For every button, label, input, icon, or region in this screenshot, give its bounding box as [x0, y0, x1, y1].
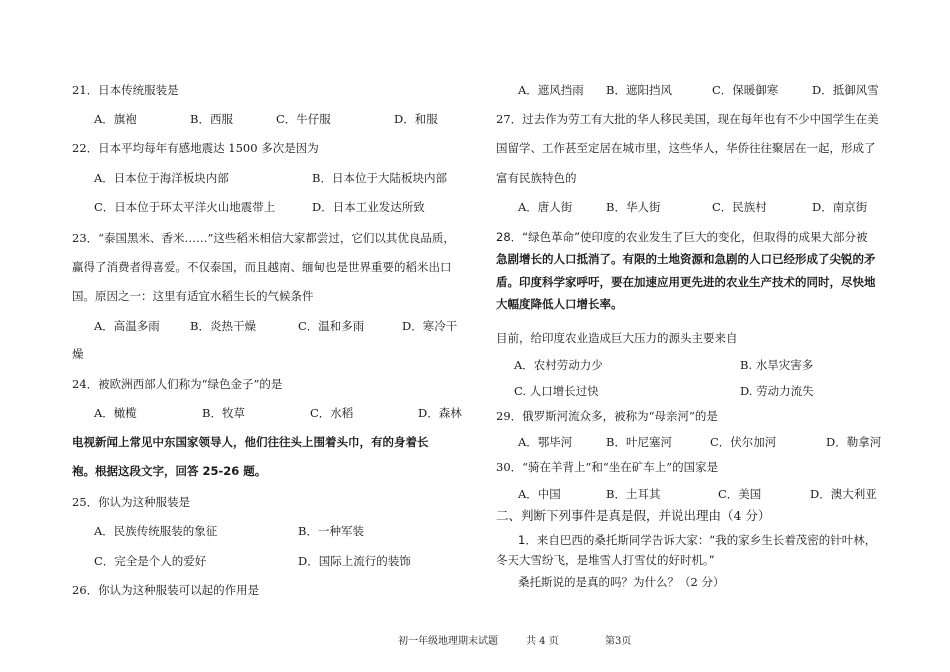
- q30-option-a: A．中国: [518, 487, 561, 501]
- judgement-1-line-2: 冬天大雪纷飞，是堆雪人打雪仗的好时机。”: [496, 553, 715, 567]
- q24-stem: 24．被欧洲西部人们称为“绿色金子”的是: [72, 377, 283, 391]
- q22-stem: 22．日本平均每年有感地震达 1500 多次是因为: [72, 141, 319, 155]
- q28-option-d: D. 劳动力流失: [740, 384, 814, 398]
- q29-stem: 29．俄罗斯河流众多，被称为“母亲河”的是: [496, 409, 718, 423]
- q23-line-2: 赢得了消费者得喜爱。不仅泰国，而且越南、缅甸也是世界重要的稻米出口: [72, 260, 452, 274]
- q30-option-c: C．美国: [718, 487, 762, 501]
- q25-stem: 25．你认为这种服装是: [72, 495, 191, 509]
- q27-line-1: 27．过去作为劳工有大批的华人移民美国，现在每年也有不少中国学生在美: [496, 112, 879, 126]
- q30-option-b: B．土耳其: [606, 487, 661, 501]
- q24-option-a: A．橄榄: [94, 406, 137, 420]
- q23-option-c: C．温和多雨: [298, 319, 365, 333]
- q25-option-c: C．完全是个人的爱好: [94, 554, 207, 568]
- q25-option-b: B．一种军装: [298, 524, 364, 538]
- judgement-1-line-1: 1．来自巴西的桑托斯同学告诉大家：“我的家乡生长着茂密的针叶林，: [518, 533, 877, 547]
- footer-total-pages: 共 4 页: [526, 636, 559, 647]
- q26-option-c: C．保暖御寒: [712, 83, 779, 97]
- q28-option-a: A．农村劳动力少: [514, 358, 603, 372]
- q27-option-a: A．唐人街: [518, 200, 573, 214]
- q27-option-c: C．民族村: [712, 200, 767, 214]
- q30-stem: 30．“骑在羊背上”和“坐在矿车上”的国家是: [496, 460, 719, 474]
- q23-line-1: 23．“泰国黑米、香米……”这些稻米相信大家都尝过，它们以其优良品质，: [72, 231, 455, 245]
- q25-option-a: A．民族传统服装的象征: [94, 524, 218, 538]
- q23-line-3: 国。原因之一：这里有适宜水稻生长的气候条件: [72, 289, 314, 303]
- footer-page-number: 第3页: [605, 636, 632, 647]
- q26-option-b: B．遮阳挡风: [606, 83, 672, 97]
- passage-line-1: 电视新闻上常见中东国家领导人，他们往往头上围着头巾，有的身着长: [72, 435, 429, 449]
- footer-title: 初一年级地理期末试题: [398, 636, 498, 647]
- q25-option-d: D．国际上流行的装饰: [298, 554, 411, 568]
- q23-tail: 燥: [72, 347, 84, 361]
- q28-option-b: B. 水旱灾害多: [740, 358, 814, 372]
- q27-line-2: 国留学、工作甚至定居在城市里，这些华人，华侨往往聚居在一起，形成了: [496, 141, 876, 155]
- q28-line-1: 28．“绿色革命”使印度的农业发生了巨大的变化，但取得的成果大部分被: [496, 230, 868, 244]
- q28-stem: 目前，给印度农业造成巨大压力的源头主要来自: [496, 331, 738, 345]
- q27-option-d: D．南京街: [812, 200, 868, 214]
- q28-line-4: 大幅度降低人口增长率。: [496, 297, 623, 311]
- q22-option-d: D．日本工业发达所致: [312, 200, 425, 214]
- q29-option-b: B．叶尼塞河: [606, 435, 672, 449]
- q21-option-a: A．旗袍: [94, 112, 137, 126]
- q23-option-a: A．高温多雨: [94, 319, 160, 333]
- passage-line-2: 袍。根据这段文字，回答 25-26 题。: [72, 464, 267, 478]
- section-2-heading: 二、判断下列事件是真是假，并说出理由（4 分）: [496, 508, 771, 523]
- q23-option-d: D．寒冷干: [402, 319, 458, 333]
- judgement-1-question: 桑托斯说的是真的吗？为什么？（2 分）: [518, 575, 725, 589]
- q24-option-d: D．森林: [418, 406, 462, 420]
- q24-option-c: C．水稻: [310, 406, 354, 420]
- q24-option-b: B．牧草: [202, 406, 245, 420]
- q28-line-3: 盾。印度科学家呼吁，要在加速应用更先进的农业生产技术的同时，尽快地: [496, 275, 876, 289]
- q28-option-c: C. 人口增长过快: [514, 384, 599, 398]
- q22-option-b: B．日本位于大陆板块内部: [312, 171, 447, 185]
- q26-option-a: A．遮风挡雨: [518, 83, 584, 97]
- q23-option-b: B．炎热干燥: [190, 319, 256, 333]
- q29-option-a: A．鄂毕河: [518, 435, 573, 449]
- q27-line-3: 富有民族特色的: [496, 171, 577, 185]
- q28-line-2: 急剧增长的人口抵消了。有限的土地资源和急剧的人口已经形成了尖锐的矛: [496, 252, 876, 266]
- q21-stem: 21．日本传统服装是: [72, 83, 179, 97]
- q26-option-d: D．抵御风雪: [812, 83, 879, 97]
- q27-option-b: B．华人街: [606, 200, 661, 214]
- q29-option-d: D．勒拿河: [826, 435, 882, 449]
- q21-option-c: C．牛仔服: [276, 112, 331, 126]
- q22-option-a: A．日本位于海洋板块内部: [94, 171, 229, 185]
- q22-option-c: C．日本位于环太平洋火山地震带上: [94, 200, 276, 214]
- q29-option-c: C．伏尔加河: [710, 435, 777, 449]
- q26-stem: 26．你认为这种服装可以起的作用是: [72, 583, 260, 597]
- q21-option-b: B．西服: [190, 112, 233, 126]
- q21-option-d: D．和服: [394, 112, 438, 126]
- q30-option-d: D．澳大利亚: [810, 487, 877, 501]
